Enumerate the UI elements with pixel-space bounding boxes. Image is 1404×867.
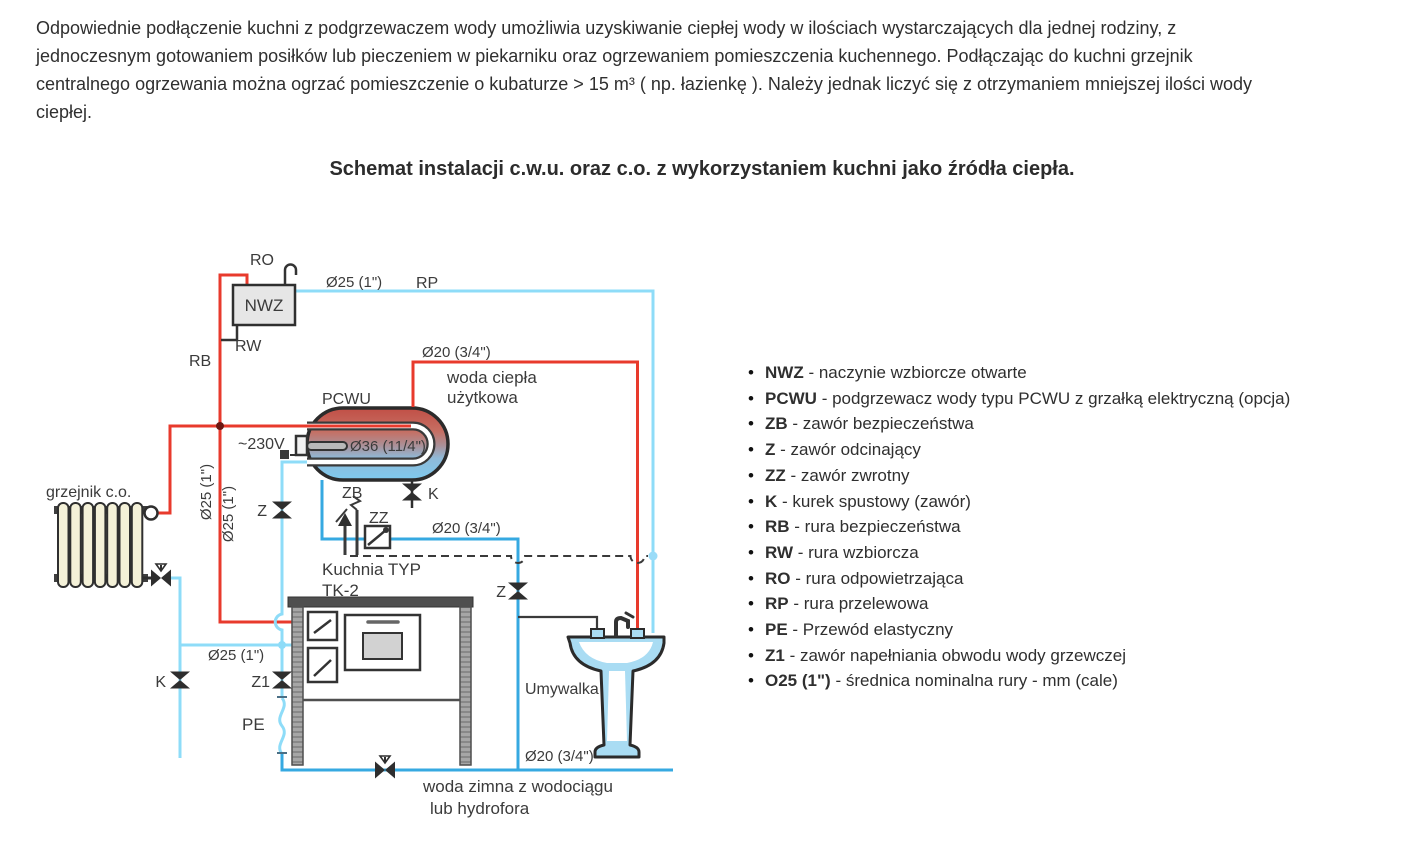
label-k-left: K bbox=[155, 674, 166, 691]
label-d20-mid: Ø20 (3/4") bbox=[432, 520, 501, 537]
legend-list bbox=[746, 360, 1290, 694]
pipe-sink-feed bbox=[518, 617, 597, 632]
label-zz: ZZ bbox=[369, 510, 389, 527]
stove-left-leg bbox=[292, 607, 303, 765]
label-d25-riser-1: Ø25 (1") bbox=[198, 463, 215, 521]
label-z-left: Z bbox=[257, 503, 267, 520]
valve-radiator bbox=[151, 564, 171, 587]
legend-item bbox=[746, 591, 1290, 617]
legend-desc: - rura odpowietrzająca bbox=[795, 568, 964, 588]
legend-term: O25 (1") bbox=[765, 671, 831, 691]
label-kuchnia-1: Kuchnia TYP bbox=[322, 560, 421, 579]
bullet-icon: • bbox=[748, 542, 754, 562]
bullet-icon: • bbox=[748, 645, 754, 665]
legend-term: NWZ bbox=[765, 363, 804, 382]
legend-term: ZZ bbox=[765, 465, 786, 485]
legend-item bbox=[746, 643, 1290, 669]
valve-cold-main bbox=[375, 756, 395, 779]
legend-desc: - średnica nominalna rury - mm (cale) bbox=[835, 671, 1118, 691]
legend-term: PCWU bbox=[765, 388, 817, 408]
ro-vent-pipe bbox=[285, 265, 296, 286]
legend-desc: - rura przelewowa bbox=[793, 594, 929, 614]
label-rp: RP bbox=[416, 275, 439, 292]
label-230v: ~230V bbox=[238, 436, 285, 453]
legend-term: ZB bbox=[765, 414, 788, 434]
kitchen-stove bbox=[288, 597, 473, 765]
legend-item bbox=[746, 463, 1290, 489]
stove-top bbox=[288, 597, 473, 607]
valve-k-tank bbox=[402, 484, 422, 501]
label-d20-hot: Ø20 (3/4") bbox=[422, 344, 491, 361]
legend-term: Z bbox=[765, 440, 776, 460]
legend-item bbox=[746, 514, 1290, 540]
legend-item bbox=[746, 360, 1290, 386]
zb-safety-valve bbox=[336, 496, 360, 555]
label-umywalka: Umywalka bbox=[525, 681, 599, 698]
legend-term: RW bbox=[765, 542, 794, 562]
legend-term: RP bbox=[765, 594, 789, 614]
bullet-icon: • bbox=[748, 517, 754, 537]
bullet-icon: • bbox=[748, 594, 754, 614]
label-k-tank: K bbox=[428, 486, 439, 503]
label-pe: PE bbox=[242, 715, 265, 734]
radiator bbox=[54, 503, 158, 587]
legend-desc: - rura bezpieczeństwa bbox=[794, 517, 961, 537]
label-d20-bottom: Ø20 (3/4") bbox=[525, 748, 594, 765]
label-z-right: Z bbox=[496, 584, 506, 601]
label-ro: RO bbox=[250, 252, 274, 269]
stove-right-leg bbox=[460, 607, 471, 765]
intro-line: ciepłej. bbox=[36, 102, 93, 122]
label-d25-bottom: Ø25 (1") bbox=[208, 647, 265, 664]
legend-item bbox=[746, 386, 1290, 412]
label-cold-water-2: lub hydrofora bbox=[430, 799, 530, 818]
legend-item bbox=[746, 411, 1290, 437]
legend-item bbox=[746, 437, 1290, 463]
legend-desc: - zawór bezpieczeństwa bbox=[792, 414, 974, 434]
bullet-icon: • bbox=[748, 414, 754, 434]
legend-item bbox=[746, 668, 1290, 694]
legend-desc: - zawór odcinający bbox=[780, 440, 921, 460]
bullet-icon: • bbox=[748, 363, 754, 382]
legend-desc: - Przewód elastyczny bbox=[792, 620, 954, 640]
bullet-icon: • bbox=[748, 568, 754, 588]
label-kuchnia-2: TK-2 bbox=[322, 581, 359, 600]
intro-paragraph bbox=[36, 14, 1374, 126]
pipe-radiator-return-drain bbox=[171, 578, 180, 758]
label-pcwu: PCWU bbox=[322, 391, 371, 408]
legend-term: RB bbox=[765, 517, 790, 537]
label-rw: RW bbox=[235, 338, 262, 355]
label-cold-water-1: woda zimna z wodociągu bbox=[423, 777, 613, 796]
legend-desc: - rura wzbiorcza bbox=[797, 542, 919, 562]
label-grzejnik: grzejnik c.o. bbox=[46, 484, 132, 501]
bullet-icon: • bbox=[748, 388, 754, 408]
legend-item bbox=[746, 617, 1290, 643]
junction-dot bbox=[278, 641, 286, 649]
air-vent-icon bbox=[145, 507, 158, 520]
legend-term: PE bbox=[765, 620, 788, 640]
legend-item bbox=[746, 540, 1290, 566]
pipe-pe-flexible bbox=[280, 698, 285, 754]
valve-z-left bbox=[272, 502, 292, 519]
label-z1: Z1 bbox=[251, 674, 270, 691]
legend-term: RO bbox=[765, 568, 791, 588]
label-zb: ZB bbox=[342, 485, 363, 502]
label-rb: RB bbox=[189, 353, 212, 370]
valve-z1 bbox=[272, 672, 292, 689]
junction-dot bbox=[649, 552, 658, 561]
gauge-icon bbox=[308, 648, 337, 682]
schematic-diagram bbox=[30, 230, 710, 862]
intro-line: centralnego ogrzewania można ogrzać pomieszczenie o kubaturze > 15 m³ ( np. łazienkę ). Należy jednak liczyć się z otrzymaniem mniejszej ilości wody bbox=[36, 74, 1253, 94]
legend-term: K bbox=[765, 491, 778, 511]
faucet-icon bbox=[616, 618, 628, 635]
zz-check-valve bbox=[365, 526, 390, 548]
label-d25-top: Ø25 (1") bbox=[326, 274, 383, 291]
bullet-icon: • bbox=[748, 465, 754, 485]
legend-desc: - zawór napełniania obwodu wody grzewczej bbox=[789, 645, 1126, 665]
bullet-icon: • bbox=[748, 620, 754, 640]
label-d36: Ø36 (11/4") bbox=[350, 438, 426, 455]
valve-k-left bbox=[170, 672, 190, 689]
legend-term: Z1 bbox=[765, 645, 785, 665]
label-nwz: NWZ bbox=[244, 296, 284, 315]
legend-desc: - podgrzewacz wody typu PCWU z grzałką elektryczną (opcja) bbox=[821, 388, 1291, 408]
page-title: Schemat instalacji c.w.u. oraz c.o. z wykorzystaniem kuchni jako źródła ciepła. bbox=[329, 158, 1075, 180]
label-hot-water-1: woda ciepła bbox=[447, 368, 537, 387]
bullet-icon: • bbox=[748, 671, 754, 691]
legend-desc: - naczynie wzbiorcze otwarte bbox=[808, 363, 1027, 382]
legend-item bbox=[746, 566, 1290, 592]
valve-z-right bbox=[508, 583, 528, 600]
label-hot-water-2: użytkowa bbox=[447, 388, 518, 407]
legend-desc: - kurek spustowy (zawór) bbox=[782, 491, 971, 511]
bullet-icon: • bbox=[748, 491, 754, 511]
legend-desc: - zawór zwrotny bbox=[790, 465, 910, 485]
legend-item bbox=[746, 489, 1290, 515]
junction-dot bbox=[216, 422, 224, 430]
intro-line: Odpowiednie podłączenie kuchni z podgrzewaczem wody umożliwia uzyskiwanie ciepłej wody w ilościach wystarczających dla jednej rodziny, z bbox=[36, 18, 1177, 38]
intro-line: jednoczesnym gotowaniem posiłków lub pieczeniem w piekarniku oraz ogrzewaniem pomieszczenia kuchennego. Podłączając do kuchni grzejnik bbox=[36, 46, 1193, 66]
label-d25-riser-2: Ø25 (1") bbox=[220, 485, 237, 543]
bullet-icon: • bbox=[748, 440, 754, 460]
oven-door bbox=[363, 633, 402, 659]
